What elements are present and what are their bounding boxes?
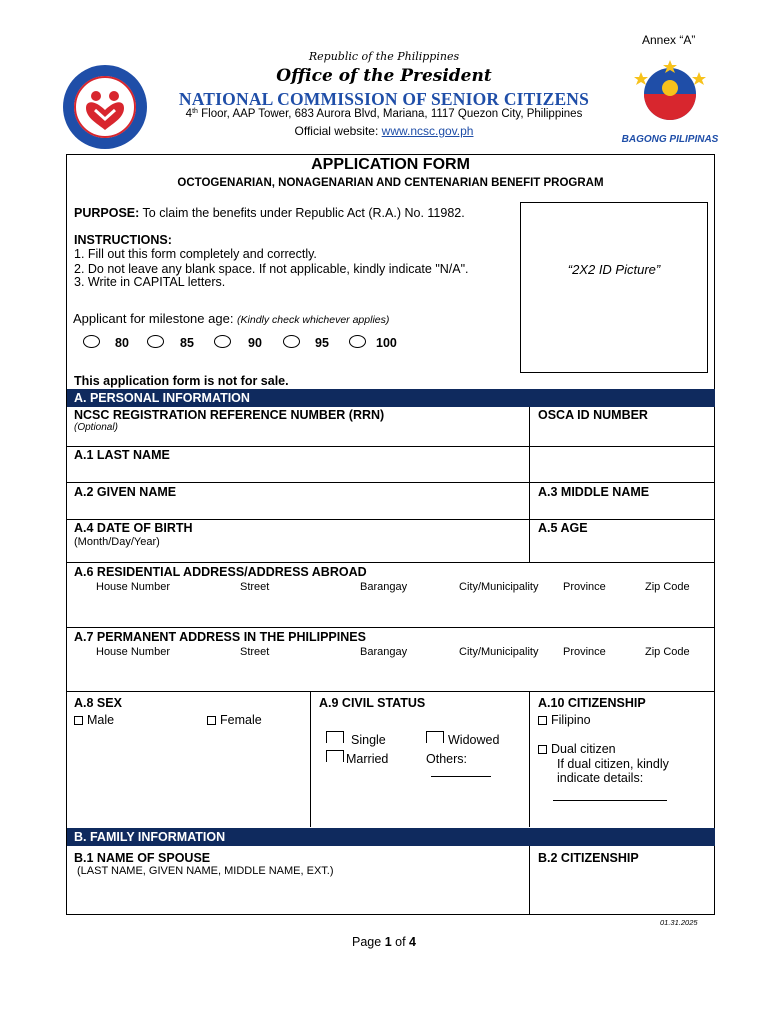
form-revision-date: 01.31.2025 xyxy=(660,918,698,927)
male-checkbox[interactable] xyxy=(74,716,83,725)
sex-label: A.8 SEX xyxy=(74,696,122,710)
perm-col-street: Street xyxy=(240,646,270,658)
spouse-name-note: (LAST NAME, GIVEN NAME, MIDDLE NAME, EXT.) xyxy=(77,865,334,877)
age-100-label: 100 xyxy=(376,336,397,350)
civil-status-label: A.9 CIVIL STATUS xyxy=(319,696,426,710)
res-col-barangay: Barangay xyxy=(360,581,408,593)
citizenship-filipino-option[interactable]: Filipino xyxy=(538,713,591,727)
female-checkbox[interactable] xyxy=(207,716,216,725)
rrn-label: NCSC REGISTRATION REFERENCE NUMBER (RRN) xyxy=(74,408,385,422)
website-line: Official website: www.ncsc.gov.ph xyxy=(294,124,474,138)
column-divider xyxy=(529,846,530,915)
rrn-note: (Optional) xyxy=(74,422,118,433)
agency-address: 4th Floor, AAP Tower, 683 Aurora Blvd, Mariana, 1117 Quezon City, Philippines xyxy=(185,108,583,120)
website-link[interactable]: www.ncsc.gov.ph xyxy=(381,124,474,138)
res-col-street: Street xyxy=(240,581,270,593)
perm-col-zip: Zip Code xyxy=(645,646,690,658)
spouse-citizenship-label: B.2 CITIZENSHIP xyxy=(538,851,639,865)
married-checkbox[interactable] xyxy=(326,750,344,762)
married-label: Married xyxy=(346,752,389,766)
perm-col-province: Province xyxy=(563,646,606,658)
row-divider xyxy=(66,562,715,563)
row-divider xyxy=(66,691,715,692)
single-label: Single xyxy=(351,733,386,747)
row-divider xyxy=(66,446,715,447)
filipino-checkbox[interactable] xyxy=(538,716,547,725)
age-95-label: 95 xyxy=(315,336,329,350)
perm-col-city: City/Municipality xyxy=(459,646,539,658)
republic-heading: Republic of the Philippines xyxy=(308,50,460,63)
agency-name: NATIONAL COMMISSION OF SENIOR CITIZENS xyxy=(178,89,590,109)
form-subtitle: OCTOGENARIAN, NONAGENARIAN AND CENTENARIAN BENEFIT PROGRAM xyxy=(177,177,604,189)
age-80-radio[interactable] xyxy=(83,335,100,348)
citizenship-label: A.10 CITIZENSHIP xyxy=(538,696,646,710)
age-85-label: 85 xyxy=(180,336,194,350)
age-100-radio[interactable] xyxy=(349,335,366,348)
perm-col-barangay: Barangay xyxy=(360,646,408,658)
office-heading: Office of the President xyxy=(276,66,492,86)
others-label: Others: xyxy=(426,752,467,766)
instruction-3: 3. Write in CAPITAL letters. xyxy=(74,275,226,289)
dual-checkbox[interactable] xyxy=(538,745,547,754)
logo-right-text: BAGONG PILIPINAS xyxy=(621,134,719,145)
row-divider xyxy=(66,627,715,628)
age-90-label: 90 xyxy=(248,336,262,350)
given-name-label: A.2 GIVEN NAME xyxy=(74,485,177,499)
column-divider xyxy=(529,691,530,827)
annex-label: Annex “A” xyxy=(642,33,696,47)
column-divider xyxy=(310,691,311,827)
instruction-1: 1. Fill out this form completely and correctly. xyxy=(74,247,317,261)
dual-note-line2: indicate details: xyxy=(557,771,644,785)
form-title: APPLICATION FORM xyxy=(311,156,470,173)
instructions-heading: INSTRUCTIONS: xyxy=(74,233,172,247)
res-col-house: House Number xyxy=(96,581,170,593)
others-line[interactable] xyxy=(431,776,491,777)
residential-address-label: A.6 RESIDENTIAL ADDRESS/ADDRESS ABROAD xyxy=(74,565,367,579)
row-divider xyxy=(66,519,715,520)
milestone-label: Applicant for milestone age: (Kindly check whichever applies) xyxy=(73,311,390,326)
instruction-2: 2. Do not leave any blank space. If not applicable, kindly indicate "N/A". xyxy=(74,262,469,276)
id-picture-box[interactable] xyxy=(520,202,708,373)
section-a-header: A. PERSONAL INFORMATION xyxy=(67,389,715,407)
page-indicator: Page 1 of 4 xyxy=(352,935,416,949)
spouse-name-label: B.1 NAME OF SPOUSE xyxy=(74,851,211,865)
res-col-province: Province xyxy=(563,581,606,593)
dob-label: A.4 DATE OF BIRTH xyxy=(74,521,193,535)
middle-name-label: A.3 MIDDLE NAME xyxy=(538,485,650,499)
age-95-radio[interactable] xyxy=(283,335,300,348)
sex-female-option[interactable]: Female xyxy=(207,713,262,727)
age-80-label: 80 xyxy=(115,336,129,350)
permanent-address-label: A.7 PERMANENT ADDRESS IN THE PHILIPPINES xyxy=(74,630,366,644)
single-checkbox[interactable] xyxy=(326,731,344,743)
age-90-radio[interactable] xyxy=(214,335,231,348)
section-b-header: B. FAMILY INFORMATION xyxy=(67,828,715,846)
purpose-text: PURPOSE: To claim the benefits under Republic Act (R.A.) No. 11982. xyxy=(74,206,465,220)
age-85-radio[interactable] xyxy=(147,335,164,348)
last-name-label: A.1 LAST NAME xyxy=(74,448,170,462)
dual-note-line1: If dual citizen, kindly xyxy=(557,757,669,771)
res-col-zip: Zip Code xyxy=(645,581,690,593)
age-label: A.5 AGE xyxy=(538,521,588,535)
row-divider xyxy=(66,482,715,483)
widowed-label: Widowed xyxy=(448,733,500,747)
column-divider xyxy=(529,407,530,562)
widowed-checkbox[interactable] xyxy=(426,731,444,743)
dual-details-line[interactable] xyxy=(553,800,667,801)
id-picture-label: “2X2 ID Picture” xyxy=(567,262,661,277)
sex-male-option[interactable]: Male xyxy=(74,713,114,727)
not-for-sale-notice: This application form is not for sale. xyxy=(74,374,289,388)
perm-col-house: House Number xyxy=(96,646,170,658)
dob-note: (Month/Day/Year) xyxy=(74,536,160,548)
citizenship-dual-option[interactable]: Dual citizen xyxy=(538,742,616,756)
res-col-city: City/Municipality xyxy=(459,581,539,593)
osca-label: OSCA ID NUMBER xyxy=(538,408,648,422)
